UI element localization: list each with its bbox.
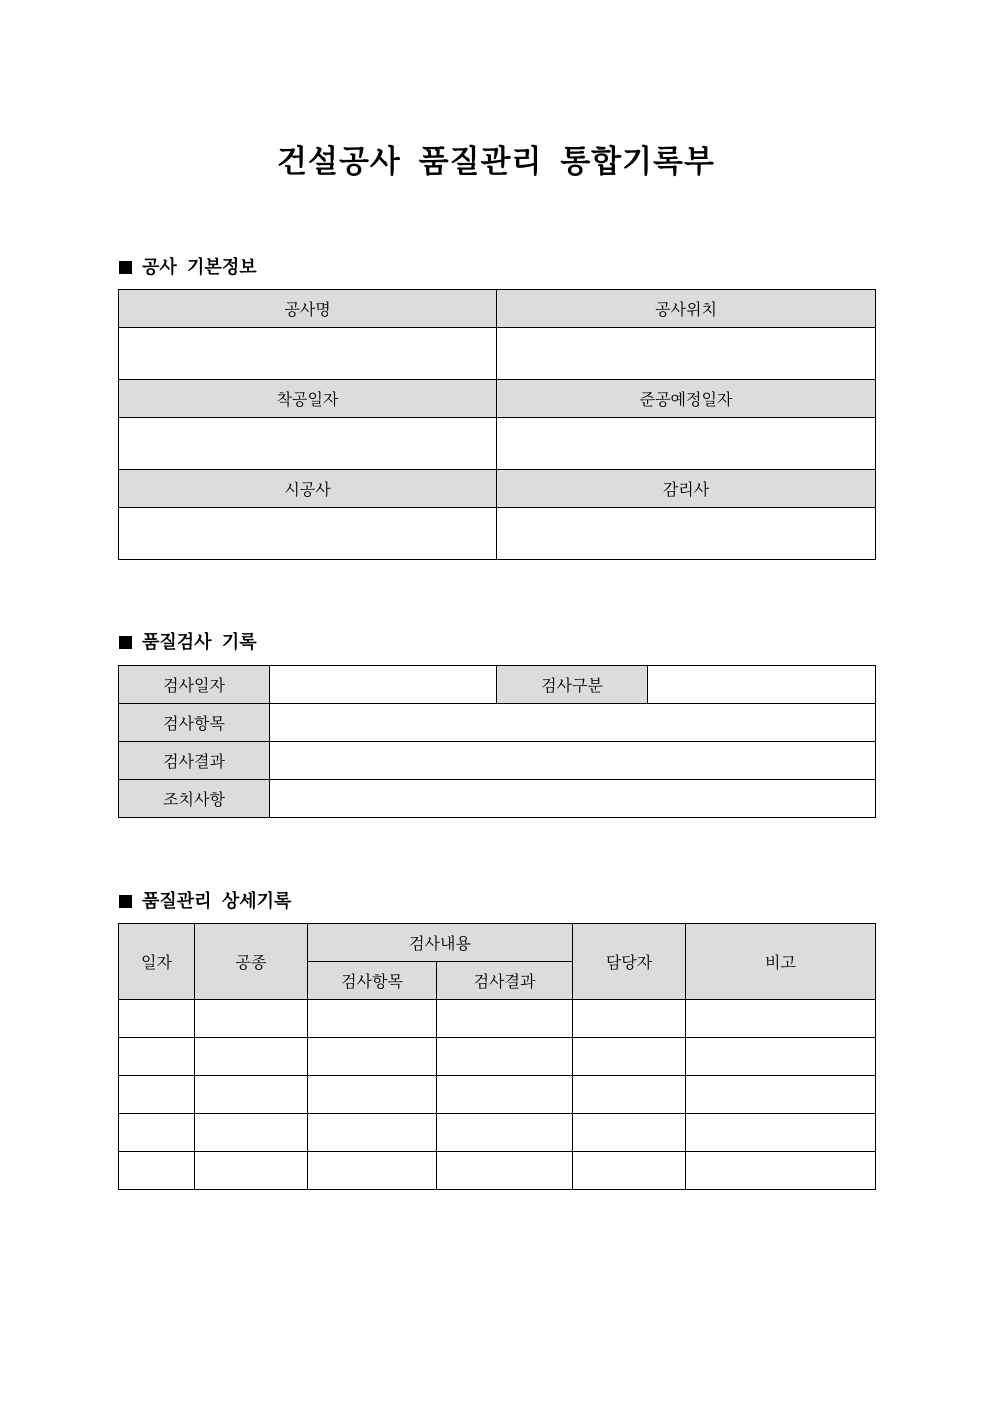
square-bullet-icon bbox=[119, 261, 132, 274]
cell-inspection-item[interactable] bbox=[308, 1076, 437, 1114]
cell-note[interactable] bbox=[686, 1076, 876, 1114]
cell-date[interactable] bbox=[119, 1038, 195, 1076]
field-completion-date[interactable] bbox=[497, 418, 876, 470]
field-inspection-result[interactable] bbox=[270, 742, 876, 780]
label-inspection-item: 검사항목 bbox=[119, 704, 270, 742]
cell-inspection-item[interactable] bbox=[308, 1114, 437, 1152]
cell-date[interactable] bbox=[119, 1152, 195, 1190]
col-header-inspection-content: 검사내용 bbox=[308, 924, 573, 962]
col-header-manager: 담당자 bbox=[573, 924, 686, 1000]
cell-manager[interactable] bbox=[573, 1000, 686, 1038]
field-inspection-type[interactable] bbox=[648, 666, 876, 704]
field-project-location[interactable] bbox=[497, 328, 876, 380]
label-supervisor: 감리사 bbox=[497, 470, 876, 508]
cell-inspection-result[interactable] bbox=[437, 1000, 573, 1038]
inspection-table bbox=[118, 665, 876, 818]
col-header-work-type: 공종 bbox=[195, 924, 308, 1000]
cell-date[interactable] bbox=[119, 1000, 195, 1038]
square-bullet-icon bbox=[119, 895, 132, 908]
cell-work-type[interactable] bbox=[195, 1038, 308, 1076]
table-row bbox=[119, 1038, 876, 1076]
field-project-name[interactable] bbox=[119, 328, 497, 380]
field-inspection-date[interactable] bbox=[270, 666, 497, 704]
cell-date[interactable] bbox=[119, 1114, 195, 1152]
field-supervisor[interactable] bbox=[497, 508, 876, 560]
cell-inspection-result[interactable] bbox=[437, 1076, 573, 1114]
cell-manager[interactable] bbox=[573, 1076, 686, 1114]
col-header-note: 비고 bbox=[686, 924, 876, 1000]
label-corrective-action: 조치사항 bbox=[119, 780, 270, 818]
cell-note[interactable] bbox=[686, 1000, 876, 1038]
section-heading-inspection bbox=[119, 628, 257, 654]
cell-work-type[interactable] bbox=[195, 1000, 308, 1038]
cell-work-type[interactable] bbox=[195, 1076, 308, 1114]
label-completion-date: 준공예정일자 bbox=[497, 380, 876, 418]
field-start-date[interactable] bbox=[119, 418, 497, 470]
section-heading-basic bbox=[119, 253, 257, 279]
table-row bbox=[119, 1000, 876, 1038]
square-bullet-icon bbox=[119, 636, 132, 649]
label-inspection-result: 검사결과 bbox=[119, 742, 270, 780]
cell-work-type[interactable] bbox=[195, 1152, 308, 1190]
cell-note[interactable] bbox=[686, 1038, 876, 1076]
cell-inspection-result[interactable] bbox=[437, 1114, 573, 1152]
field-corrective-action[interactable] bbox=[270, 780, 876, 818]
cell-inspection-result[interactable] bbox=[437, 1038, 573, 1076]
label-inspection-type: 검사구분 bbox=[497, 666, 648, 704]
col-header-date: 일자 bbox=[119, 924, 195, 1000]
cell-inspection-result[interactable] bbox=[437, 1152, 573, 1190]
cell-manager[interactable] bbox=[573, 1152, 686, 1190]
detail-record-table bbox=[118, 923, 876, 1190]
section-heading-text: 공사 기본정보 bbox=[142, 257, 257, 278]
label-project-location: 공사위치 bbox=[497, 290, 876, 328]
cell-inspection-item[interactable] bbox=[308, 1152, 437, 1190]
table-row bbox=[119, 1152, 876, 1190]
label-project-name: 공사명 bbox=[119, 290, 497, 328]
col-header-inspection-item: 검사항목 bbox=[308, 962, 437, 1000]
document-title: 건설공사 품질관리 통합기록부 bbox=[277, 144, 715, 180]
table-row bbox=[119, 1114, 876, 1152]
cell-inspection-item[interactable] bbox=[308, 1000, 437, 1038]
table-row bbox=[119, 1076, 876, 1114]
label-inspection-date: 검사일자 bbox=[119, 666, 270, 704]
cell-manager[interactable] bbox=[573, 1114, 686, 1152]
field-inspection-item[interactable] bbox=[270, 704, 876, 742]
label-start-date: 착공일자 bbox=[119, 380, 497, 418]
cell-work-type[interactable] bbox=[195, 1114, 308, 1152]
section-heading-detail bbox=[119, 887, 291, 913]
field-contractor[interactable] bbox=[119, 508, 497, 560]
section-heading-text: 품질관리 상세기록 bbox=[142, 891, 292, 912]
cell-manager[interactable] bbox=[573, 1038, 686, 1076]
col-header-inspection-result: 검사결과 bbox=[437, 962, 573, 1000]
label-contractor: 시공사 bbox=[119, 470, 497, 508]
cell-inspection-item[interactable] bbox=[308, 1038, 437, 1076]
cell-note[interactable] bbox=[686, 1114, 876, 1152]
cell-note[interactable] bbox=[686, 1152, 876, 1190]
basic-info-table bbox=[118, 289, 876, 560]
cell-date[interactable] bbox=[119, 1076, 195, 1114]
section-heading-text: 품질검사 기록 bbox=[142, 632, 257, 653]
